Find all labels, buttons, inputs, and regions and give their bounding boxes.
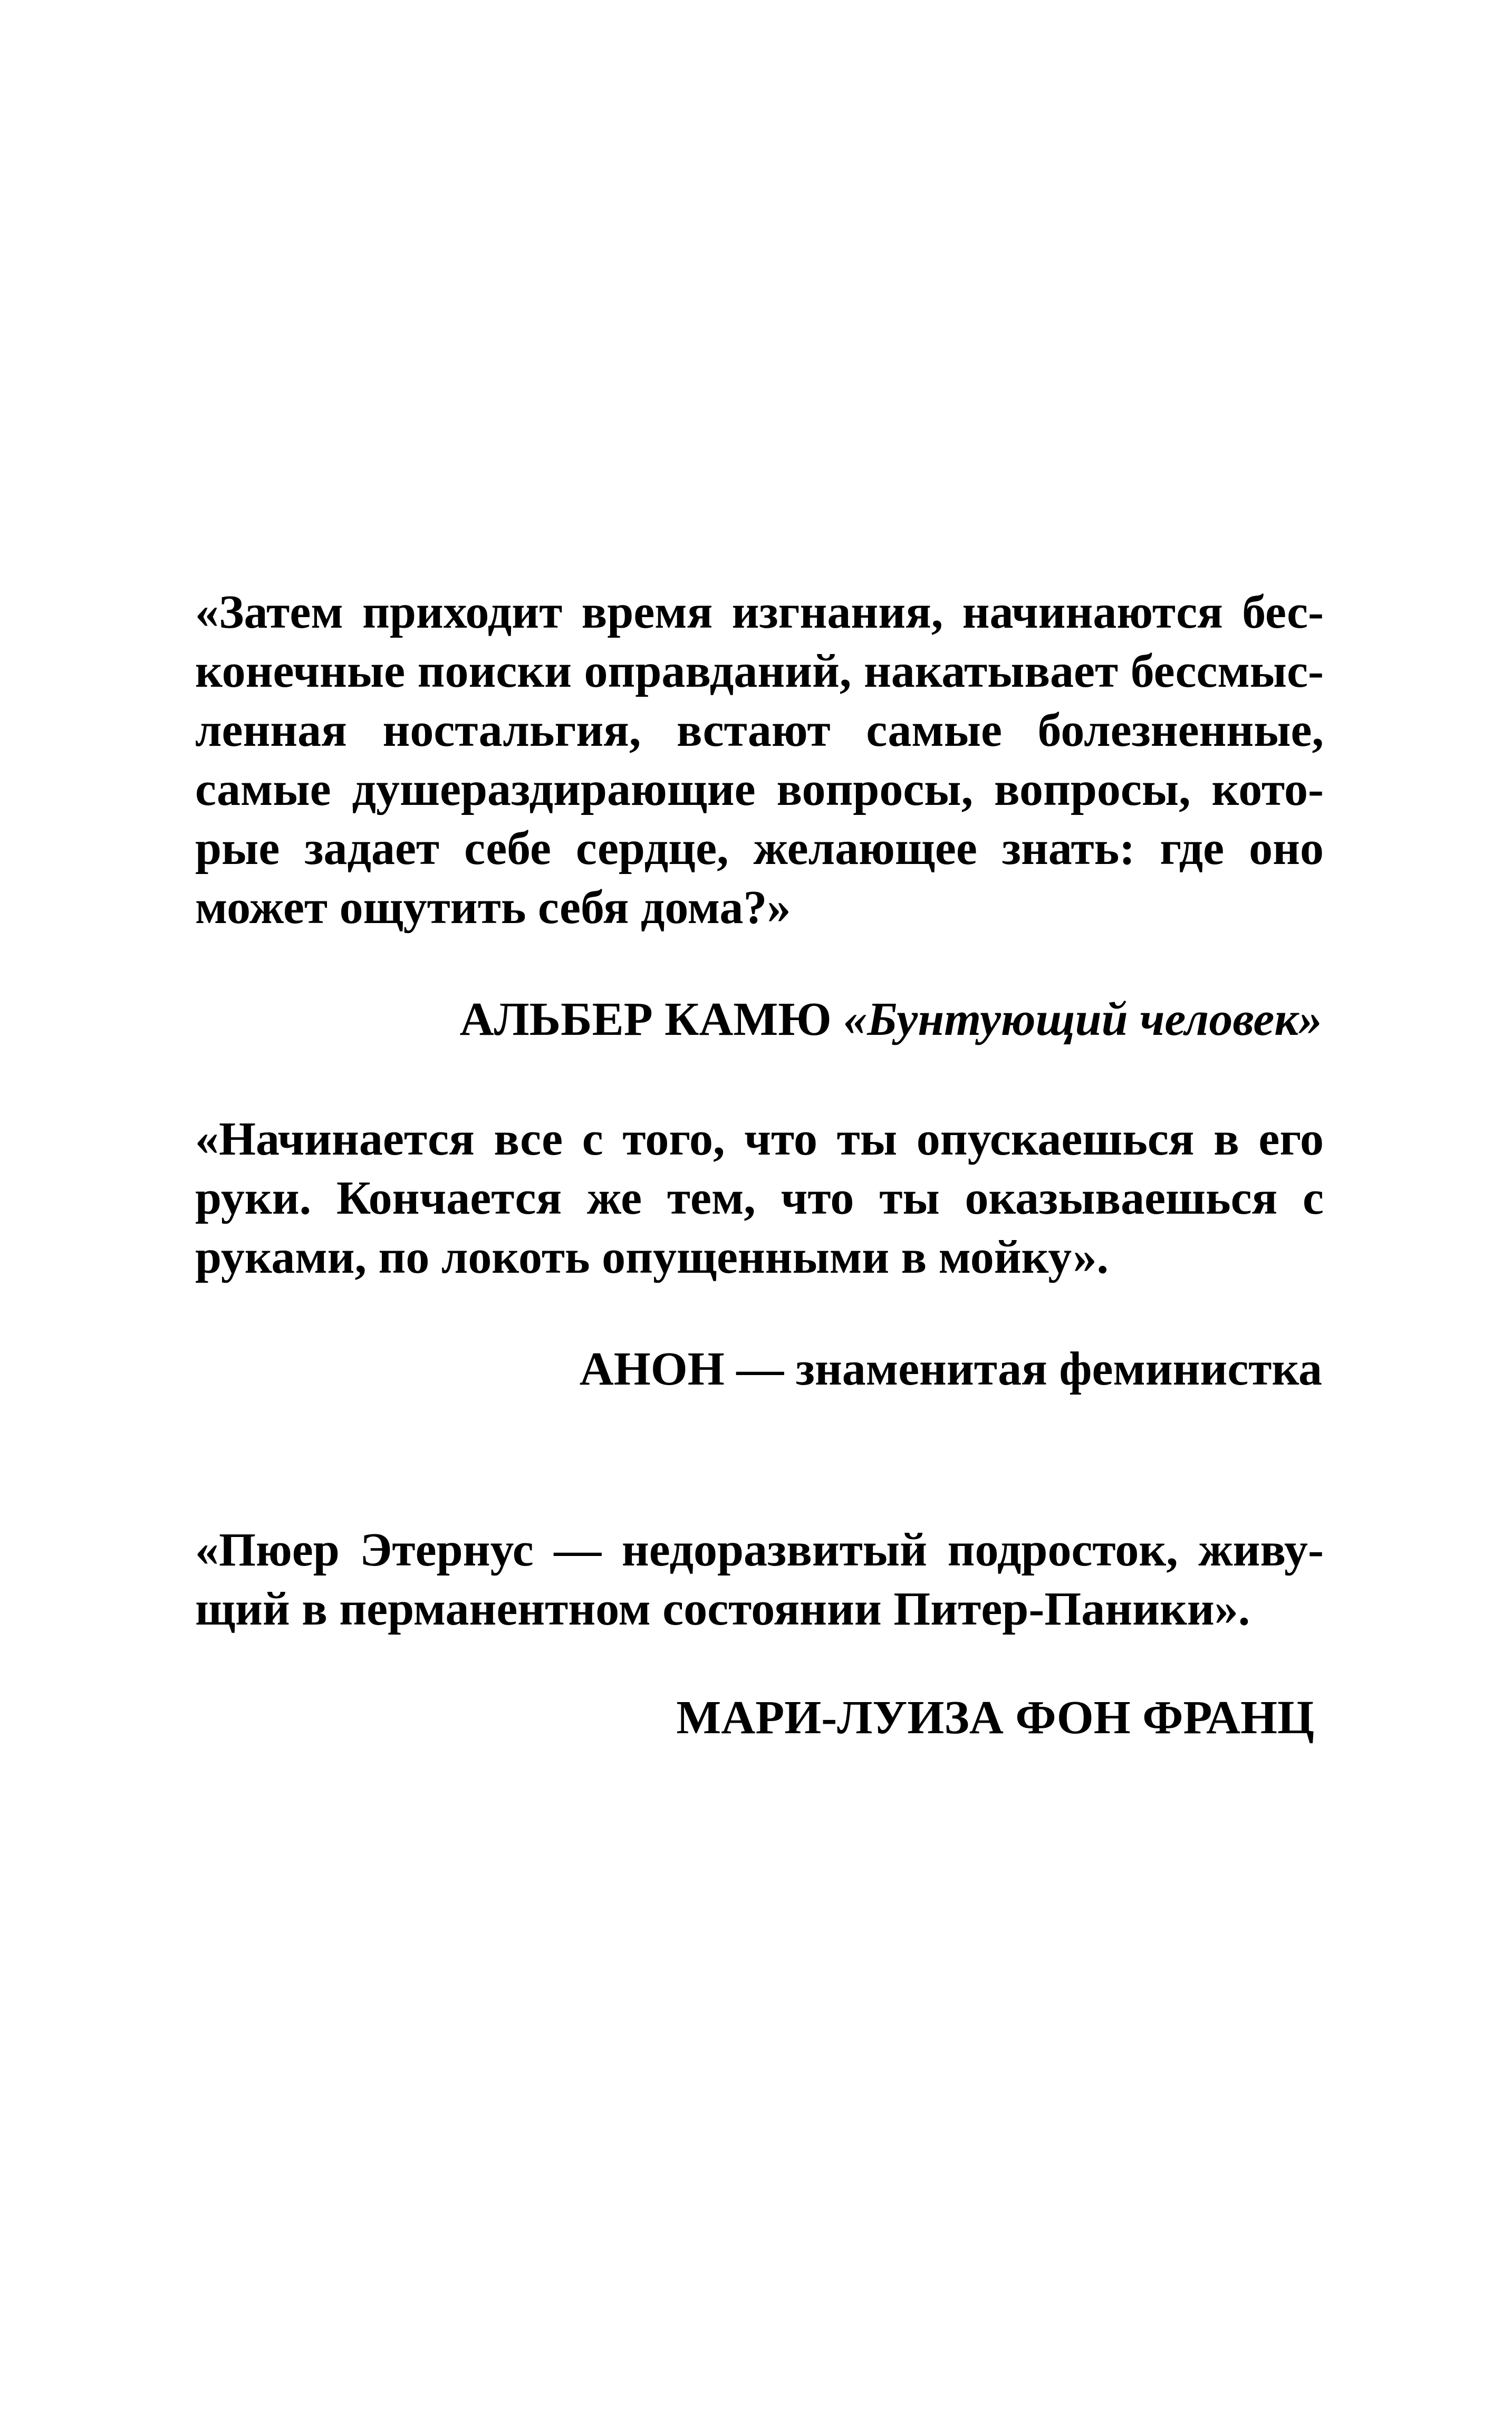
- epigraph-quote-camus: [195, 583, 1324, 937]
- epigraph-quote-anon: [195, 1110, 1324, 1287]
- quote-line: рые задает себе сердце, желающее знать: где оно: [195, 822, 1324, 875]
- quote-line: может ощутить себя дома?»: [195, 881, 791, 934]
- quote-line: ленная ностальгия, встают самые болезненные,: [195, 704, 1324, 756]
- author-name: АНОН — знаменитая феминистка: [579, 1343, 1322, 1395]
- quote-line: самые душераздирающие вопросы, вопросы, кото-: [195, 763, 1324, 815]
- epigraph-attribution-camus: [460, 990, 1322, 1049]
- epigraph-attribution-anon: [580, 1340, 1322, 1399]
- epigraph-attribution-von-franz: [676, 1688, 1314, 1747]
- quote-line: руками, по локоть опущенными в мойку».: [195, 1231, 1109, 1283]
- quote-line: конечные поиски оправданий, накатывает бессмыс-: [195, 645, 1324, 697]
- author-name: МАРИ-ЛУИЗА ФОН ФРАНЦ: [676, 1692, 1314, 1744]
- quote-line: «Начинается все с того, что ты опускаешься в его: [195, 1113, 1324, 1165]
- quote-line: «Пюер Этернус — недоразвитый подросток, живу-: [195, 1524, 1324, 1576]
- author-name: АЛЬБЕР КАМЮ: [459, 993, 832, 1045]
- epigraph-quote-von-franz: [195, 1521, 1324, 1639]
- work-title: «Бунтующий человек»: [843, 993, 1322, 1045]
- quote-line: «Затем приходит время изгнания, начинаются бес-: [195, 586, 1324, 638]
- quote-line: щий в перманентном состоянии Питер-Паники».: [195, 1583, 1250, 1635]
- quote-line: руки. Кончается же тем, что ты оказываешься с: [195, 1172, 1324, 1224]
